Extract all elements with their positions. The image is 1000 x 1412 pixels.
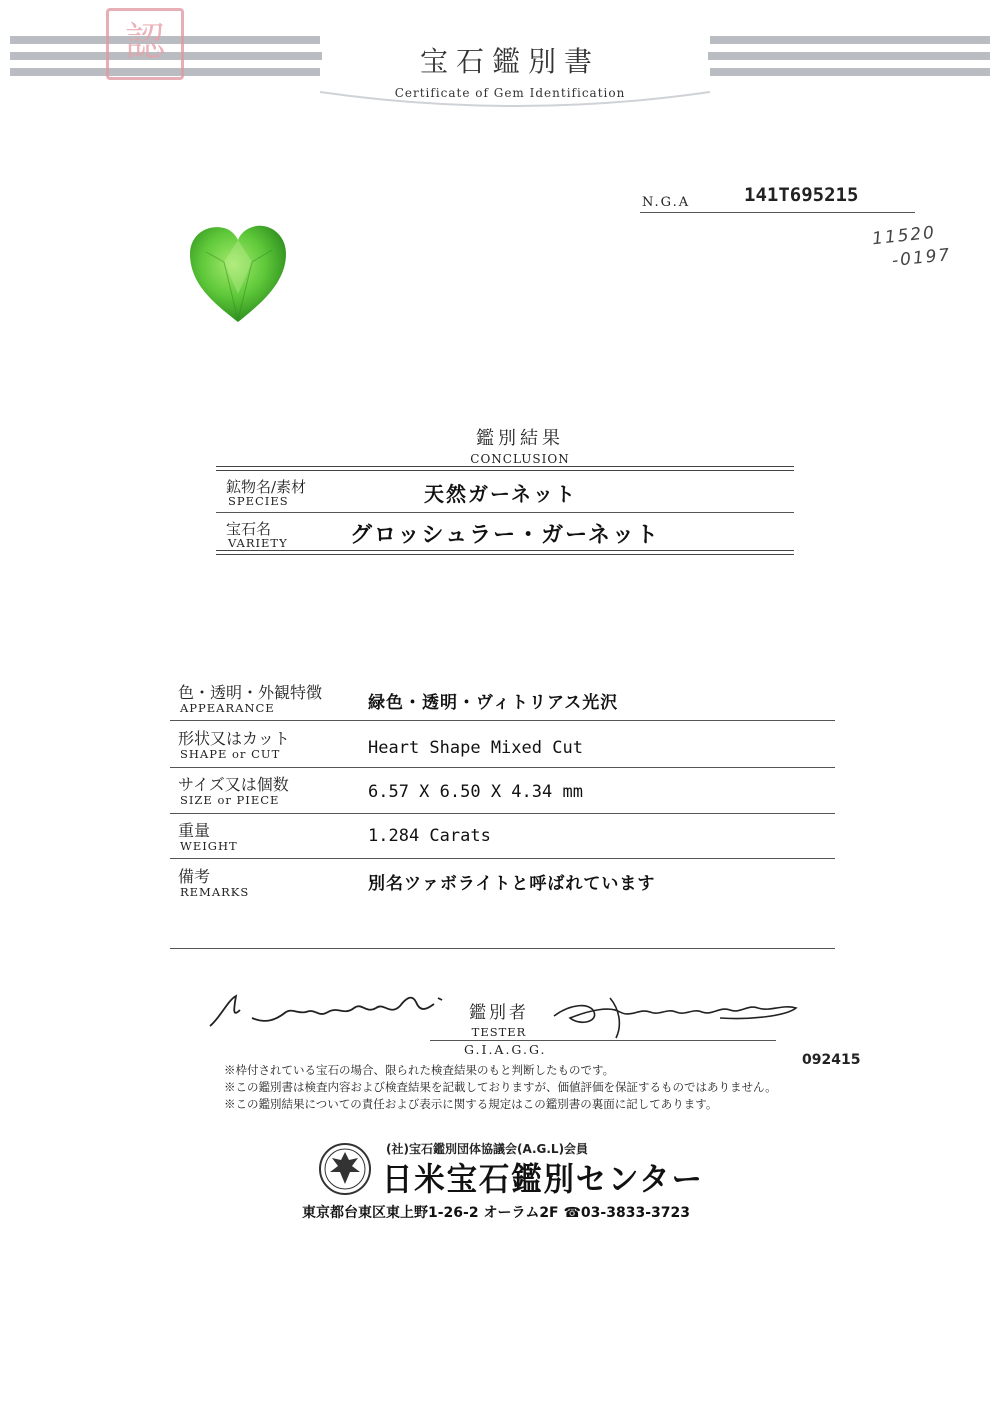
size-label-jp: サイズ又は個数 xyxy=(178,775,289,794)
conclusion-heading xyxy=(430,424,610,466)
handwritten-note-2: -0197 xyxy=(891,244,953,272)
shape-label-jp: 形状又はカット xyxy=(178,729,290,748)
handwritten-note-1: 11520 xyxy=(871,222,937,250)
center-address: 東京都台東区東上野1-26-2 オーラム2F ☎03-3833-3723 xyxy=(302,1205,690,1221)
signature-rule xyxy=(430,1040,776,1041)
appearance-rule xyxy=(170,720,835,721)
center-name: 日米宝石鑑別センター xyxy=(382,1160,704,1198)
species-value: 天然ガーネット xyxy=(424,482,577,506)
gem-photo xyxy=(186,222,290,326)
header-stripe xyxy=(710,36,990,44)
weight-value: 1.284 Carats xyxy=(368,826,491,846)
association-member-label: (社)宝石鑑別団体協議会(A.G.L)会員 xyxy=(386,1142,589,1156)
conclusion-heading-en: CONCLUSION xyxy=(470,452,570,466)
appearance-label-jp: 色・透明・外観特徴 xyxy=(178,683,323,702)
species-rule xyxy=(216,512,794,513)
weight-rule xyxy=(170,858,835,859)
weight-label-en: WEIGHT xyxy=(180,839,238,853)
remarks-value: 別名ツァボライトと呼ばれています xyxy=(368,874,656,894)
conclusion-top-rule xyxy=(216,466,794,471)
tester-label xyxy=(462,998,536,1039)
shape-value: Heart Shape Mixed Cut xyxy=(368,738,583,758)
variety-label-jp: 宝石名 xyxy=(226,520,272,538)
title-english: Certificate of Gem Identification xyxy=(394,86,626,100)
size-rule xyxy=(170,813,835,814)
seal-stamp: 認 xyxy=(106,8,184,80)
size-label-en: SIZE or PIECE xyxy=(180,793,280,807)
species-label-jp: 鉱物名/素材 xyxy=(226,478,307,496)
nga-label: N.G.A xyxy=(642,195,691,210)
organization-label: G.I.A.G.G. xyxy=(464,1042,547,1057)
header-stripe xyxy=(708,52,990,60)
signature-right xyxy=(550,990,802,1042)
table-bottom-rule xyxy=(170,948,835,949)
tester-label-en: TESTER xyxy=(471,1025,527,1039)
nga-number-row xyxy=(640,180,915,213)
tester-label-jp: 鑑別者 xyxy=(469,1003,529,1023)
remarks-label-en: REMARKS xyxy=(180,885,250,899)
variety-label-en: VARIETY xyxy=(228,536,288,550)
nga-number: 141T695215 xyxy=(744,184,859,206)
appearance-label-en: APPEARANCE xyxy=(180,701,275,715)
appearance-value: 緑色・透明・ヴィトリアス光沢 xyxy=(368,693,619,713)
signature-left xyxy=(206,990,464,1034)
shape-rule xyxy=(170,767,835,768)
note-3: ※この鑑別結果についての責任および表示に関する規定はこの鑑別書の裏面に記してあります。 xyxy=(224,1097,718,1111)
eagle-emblem-icon xyxy=(318,1142,372,1196)
conclusion-bottom-rule xyxy=(216,550,794,555)
species-label-en: SPECIES xyxy=(228,494,289,508)
note-1: ※枠付されている宝石の場合、限られた検査結果のもと判断したものです。 xyxy=(224,1063,615,1077)
header-stripe xyxy=(710,68,990,76)
shape-label-en: SHAPE or CUT xyxy=(180,747,281,761)
remarks-label-jp: 備考 xyxy=(178,867,211,886)
weight-label-jp: 重量 xyxy=(178,821,211,840)
note-2: ※この鑑別書は検査内容および検査結果を記載しておりますが、価値評価を保証するものではありません。 xyxy=(224,1080,777,1094)
certificate-code: 092415 xyxy=(802,1052,861,1068)
title-japanese: 宝石鑑別書 xyxy=(419,45,600,78)
conclusion-heading-jp: 鑑別結果 xyxy=(476,428,564,449)
certificate-title xyxy=(330,40,690,100)
variety-value: グロッシュラー・ガーネット xyxy=(350,523,661,548)
size-value: 6.57 X 6.50 X 4.34 mm xyxy=(368,782,583,802)
